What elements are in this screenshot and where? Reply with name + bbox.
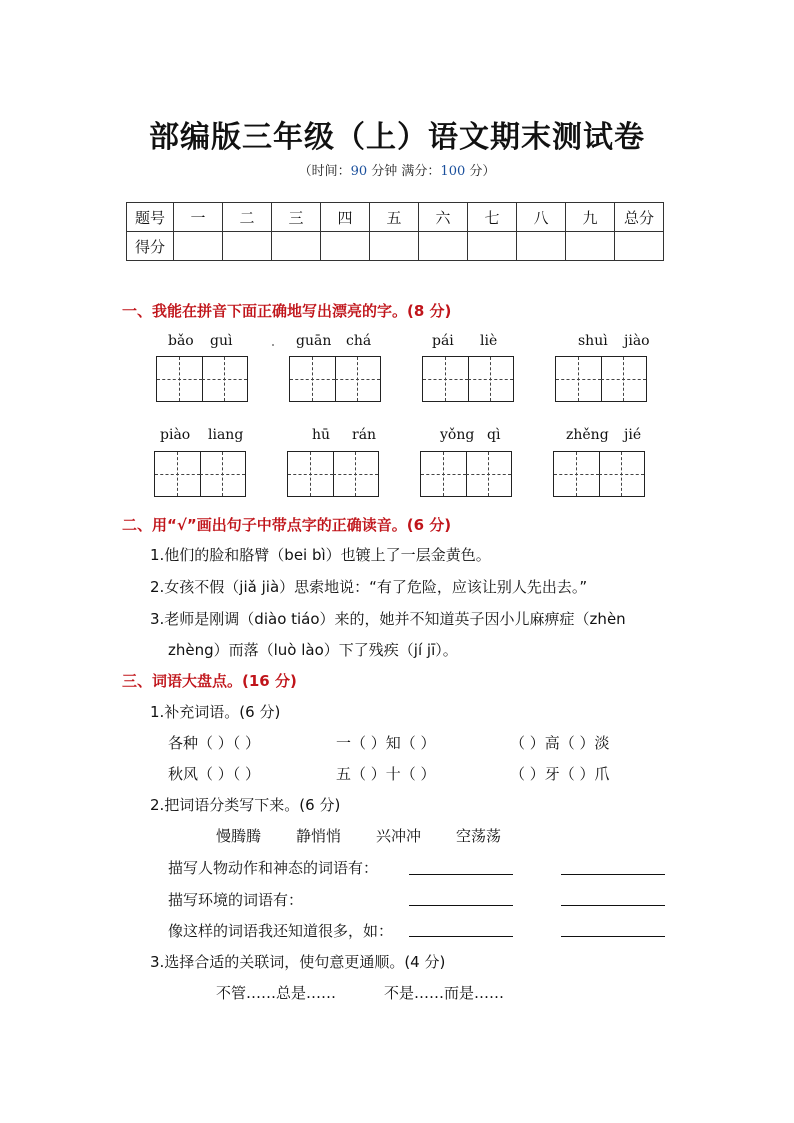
page-title: 部编版三年级（上）语文期末测试卷 — [149, 120, 645, 155]
writing-grid[interactable] — [154, 451, 246, 497]
writing-grid[interactable] — [555, 356, 647, 402]
answer-line[interactable] — [561, 936, 665, 937]
column-header: 五 — [370, 203, 419, 232]
pinyin: jié — [624, 427, 642, 443]
writing-grid[interactable] — [553, 451, 645, 497]
answer-line[interactable] — [561, 874, 665, 875]
classify-prompt: 像这样的词语我还知道很多，如： — [168, 922, 394, 940]
pinyin: hū — [312, 427, 331, 443]
score-close: 分） — [465, 164, 496, 179]
word-item: 慢腾腾 — [216, 827, 262, 845]
score-cell[interactable] — [174, 232, 223, 261]
fill-blank-item: 五（ ）十（ ） — [336, 765, 436, 783]
pinyin: jiào — [624, 333, 650, 349]
column-header: 一 — [174, 203, 223, 232]
exam-info — [0, 160, 794, 179]
question-line: 3.老师是刚调（diào tiáo）来的，她并不知道英子因小儿麻痹症（zhèn — [150, 610, 626, 628]
word-item: 兴冲冲 — [376, 827, 422, 845]
sub-question: 2.把词语分类写下来。(6 分) — [150, 796, 341, 814]
score-cell[interactable] — [615, 232, 664, 261]
pinyin: bǎo — [168, 333, 194, 349]
score-cell[interactable] — [468, 232, 517, 261]
section-heading: 三、词语大盘点。(16 分) — [122, 672, 297, 690]
score-cell[interactable] — [517, 232, 566, 261]
column-header: 七 — [468, 203, 517, 232]
row-label-score: 得分 — [127, 232, 174, 261]
pinyin: liang — [208, 427, 244, 443]
column-header: 八 — [517, 203, 566, 232]
writing-grid[interactable] — [289, 356, 381, 402]
time-label: （时间： — [298, 164, 351, 179]
section-heading: 一、我能在拼音下面正确地写出漂亮的字。(8 分) — [122, 302, 452, 320]
answer-line[interactable] — [561, 905, 665, 906]
score-cell[interactable] — [272, 232, 321, 261]
pinyin: yǒng — [440, 427, 475, 443]
fill-blank-item: 秋风（ ）（ ） — [168, 765, 261, 783]
question-line: zhèng）而落（luò lào）下了残疾（jí jī）。 — [168, 641, 458, 659]
pinyin: guì — [210, 333, 233, 349]
column-header: 二 — [223, 203, 272, 232]
classify-prompt: 描写环境的词语有： — [168, 891, 304, 909]
pinyin: liè — [480, 333, 498, 349]
answer-line[interactable] — [409, 905, 513, 906]
writing-grid[interactable] — [422, 356, 514, 402]
pinyin: pái — [432, 333, 454, 349]
conjunction-option: 不是……而是…… — [384, 984, 505, 1002]
section-heading: 二、用“√”画出句子中带点字的正确读音。(6 分) — [122, 516, 452, 534]
sub-question: 1.补充词语。(6 分) — [150, 703, 281, 721]
column-header: 九 — [566, 203, 615, 232]
score-cell[interactable] — [321, 232, 370, 261]
word-item: 静悄悄 — [296, 827, 342, 845]
pinyin: zhěng — [566, 427, 609, 443]
score-cell[interactable] — [223, 232, 272, 261]
column-header: 总分 — [615, 203, 664, 232]
score-value: 100 — [440, 164, 466, 179]
pinyin: rán — [352, 427, 377, 443]
pinyin: guān — [296, 333, 332, 349]
score-table-score-row — [127, 232, 664, 261]
time-unit: 分钟 满分： — [367, 164, 441, 179]
fill-blank-item: （ ）高（ ）淡 — [510, 734, 610, 752]
fill-blank-item: 一（ ）知（ ） — [336, 734, 436, 752]
score-cell[interactable] — [566, 232, 615, 261]
score-cell[interactable] — [370, 232, 419, 261]
answer-line[interactable] — [409, 936, 513, 937]
score-cell[interactable] — [419, 232, 468, 261]
score-table-header-row — [127, 203, 664, 232]
score-table — [126, 202, 664, 261]
pinyin: piào — [160, 427, 191, 443]
column-header: 六 — [419, 203, 468, 232]
answer-line[interactable] — [409, 874, 513, 875]
column-header: 三 — [272, 203, 321, 232]
row-label-number: 题号 — [127, 203, 174, 232]
sub-question: 3.选择合适的关联词，使句意更通顺。(4 分) — [150, 953, 446, 971]
question-line: 1.他们的脸和胳臂（bei bì）也镀上了一层金黄色。 — [150, 546, 491, 564]
pinyin: qì — [487, 427, 501, 443]
pinyin: chá — [346, 333, 372, 349]
word-item: 空荡荡 — [456, 827, 502, 845]
fill-blank-item: （ ）牙（ ）爪 — [510, 765, 610, 783]
stray-dot — [272, 344, 274, 346]
classify-prompt: 描写人物动作和神态的词语有： — [168, 859, 379, 877]
writing-grid[interactable] — [420, 451, 512, 497]
fill-blank-item: 各种（ ）（ ） — [168, 734, 261, 752]
conjunction-option: 不管……总是…… — [216, 984, 337, 1002]
time-value: 90 — [350, 164, 368, 179]
writing-grid[interactable] — [287, 451, 379, 497]
writing-grid[interactable] — [156, 356, 248, 402]
pinyin: shuì — [578, 333, 608, 349]
question-line: 2.女孩不假（jiǎ jià）思索地说：“有了危险，应该让别人先出去。” — [150, 578, 588, 596]
column-header: 四 — [321, 203, 370, 232]
